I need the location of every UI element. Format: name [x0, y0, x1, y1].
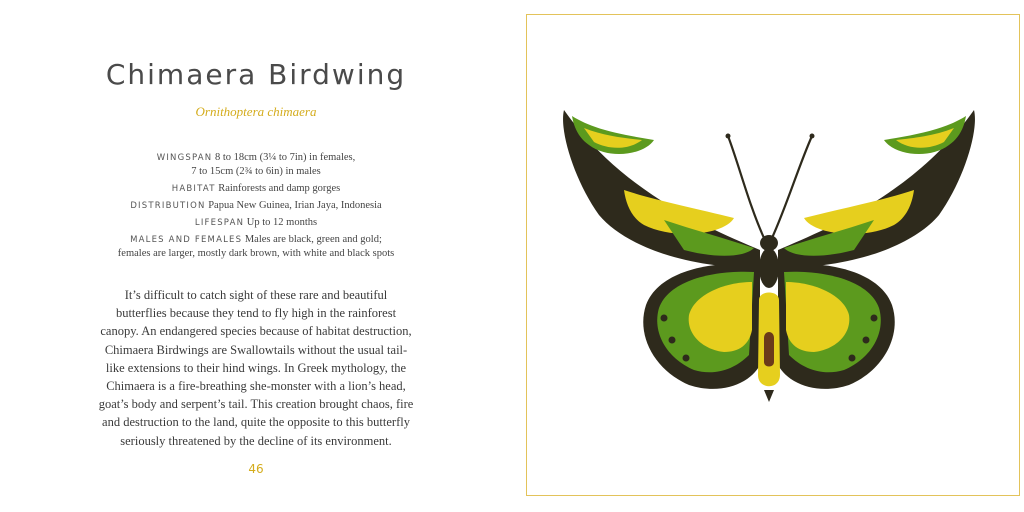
right-hindwing — [778, 264, 895, 389]
body-line: Chimaera is a fire-breathing she-monster with a lion’s head, — [106, 379, 406, 394]
butterfly-illustration — [554, 100, 984, 420]
fact-text-males-and-females-line2: females are larger, mostly dark brown, with white and black spots — [117, 248, 395, 259]
body-line: Chimaera Birdwings are Swallowtails without the usual tail- — [104, 342, 408, 357]
fact-label-wingspan: WINGSPAN — [156, 153, 213, 163]
fact-text-distribution: Papua New Guinea, Irian Jaya, Indonesia — [208, 200, 382, 211]
fact-text-wingspan-line2: 7 to 15cm (2¾ to 6in) in males — [191, 166, 321, 177]
fact-label-lifespan: LIFESPAN — [194, 218, 245, 228]
fact-box — [96, 151, 416, 264]
fact-lifespan — [96, 216, 416, 230]
fact-text-lifespan: Up to 12 months — [246, 217, 318, 228]
left-hindwing — [643, 264, 760, 389]
body-line: butterflies because they tend to fly high in the rainforest — [115, 306, 397, 321]
page-title: Chimaera Birdwing — [105, 58, 407, 91]
body-line: goat’s body and serpent’s tail. This creation brought chaos, fire — [98, 397, 414, 412]
butterfly-body — [758, 235, 780, 402]
fact-label-distribution: DISTRIBUTION — [130, 201, 206, 211]
fact-label-males-and-females: MALES AND FEMALES — [130, 235, 243, 245]
right-page — [512, 0, 1024, 512]
fact-label-habitat: HABITAT — [171, 184, 216, 194]
fact-wingspan — [96, 151, 416, 179]
fact-text-habitat: Rainforests and damp gorges — [218, 183, 341, 194]
fact-habitat — [96, 182, 416, 196]
left-antenna — [728, 136, 764, 238]
left-forewing — [563, 110, 760, 268]
fact-distribution — [96, 199, 416, 213]
body-line: and destruction to the land, quite the opposite to this butterfly — [102, 415, 410, 430]
right-antenna — [772, 136, 812, 238]
body-paragraph — [66, 286, 446, 450]
page-number: 46 — [248, 462, 264, 476]
body-line: like extensions to their hind wings. In Greek mythology, the — [105, 360, 407, 375]
fact-text-males-and-females: Males are black, green and gold; — [244, 234, 382, 245]
body-line: seriously threatened by the decline of its environment. — [120, 433, 392, 448]
body-line: It’s difficult to catch sight of these rare and beautiful — [124, 288, 388, 302]
body-line: canopy. An endangered species because of habitat destruction, — [100, 324, 412, 339]
fact-text-wingspan: 8 to 18cm (3¼ to 7in) in females, — [214, 152, 356, 163]
latin-name: Ornithoptera chimaera — [195, 104, 317, 119]
fact-males-and-females — [96, 233, 416, 261]
right-forewing — [778, 110, 975, 268]
